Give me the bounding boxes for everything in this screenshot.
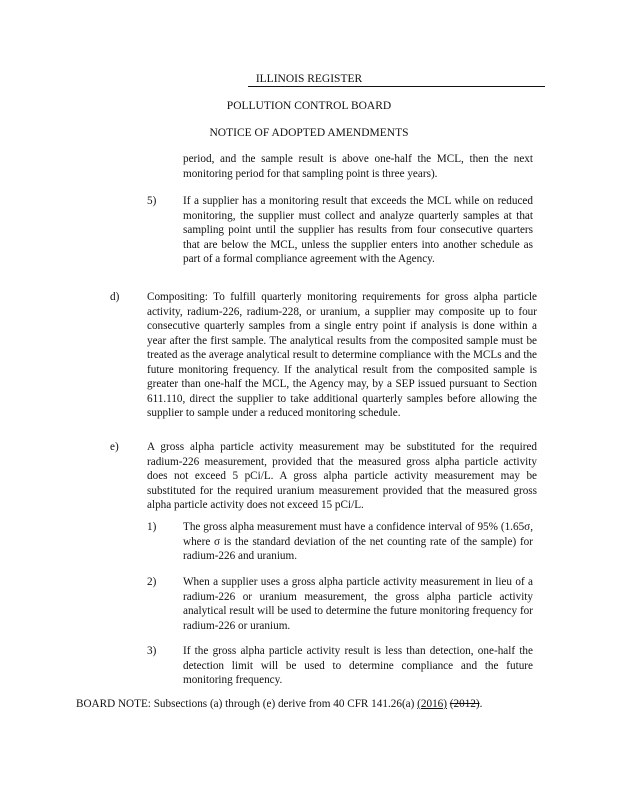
item-e3-label: 3) bbox=[147, 645, 157, 657]
item-e2-label: 2) bbox=[147, 576, 157, 588]
item-5-label: 5) bbox=[147, 195, 157, 207]
board-note-inserted-year: (2016) bbox=[417, 698, 447, 710]
item-d-text: Compositing: To fulfill quarterly monitoring requirements for gross alpha particle activity, radium-226, radium-228, or uranium, a supplier may composite up to four consecutive quarterly samples from a single entry point if analysis is done within a year after the first sample. The analytical results from the composited sample must be treated as the average analytical result to determine compliance with the MCLs and the future monitoring frequency. If the analytical result from the composited sample is greater than one-half the MCL, the Agency may, by a SEP issued pursuant to Section 611.110, direct the supplier to take additional quarterly samples before allowing the supplier to sample under a reduced monitoring schedule. bbox=[147, 291, 537, 419]
item-e2-text: When a supplier uses a gross alpha particle activity measurement in lieu of a radium-226 or uranium measurement, the gross alpha particle activity analytical result will be used to determine the future monitoring frequency for radium-226 or uranium. bbox=[183, 576, 533, 632]
item-e1-text: The gross alpha measurement must have a confidence interval of 95% (1.65σ, where σ is the standard deviation of the net counting rate of the sample) for radium-226 and uranium. bbox=[183, 521, 533, 562]
board-note bbox=[76, 697, 546, 712]
register-title: ILLINOIS REGISTER bbox=[255, 73, 363, 85]
board-note-deleted-year: (2012) bbox=[449, 698, 480, 710]
item-d-label: d) bbox=[110, 291, 120, 303]
item-e3-text: If the gross alpha particle activity result is less than detection, one-half the detection limit will be used to determine compliance and the future monitoring frequency. bbox=[183, 645, 533, 686]
header-rule bbox=[248, 86, 545, 87]
item-e1-label: 1) bbox=[147, 521, 157, 533]
board-name: POLLUTION CONTROL BOARD bbox=[226, 100, 392, 112]
board-note-prefix: BOARD NOTE: Subsections (a) through (e) derive from 40 CFR 141.26(a) bbox=[76, 698, 415, 710]
item-5-text: If a supplier has a monitoring result that exceeds the MCL while on reduced monitoring, the supplier must collect and analyze quarterly samples at that sampling point until the supplier has results from four consecutive quarters that are below the MCL, unless the supplier enters into another schedule as part of a formal compliance agreement with the Agency. bbox=[183, 195, 533, 265]
notice-title: NOTICE OF ADOPTED AMENDMENTS bbox=[209, 127, 409, 139]
board-note-suffix: . bbox=[479, 698, 483, 710]
item-e-label: e) bbox=[110, 441, 119, 453]
item-e-text: A gross alpha particle activity measurement may be substituted for the required radium-226 measurement, provided that the measured gross alpha particle activity does not exceed 5 pCi/L. A gross alpha particle activity measurement may be substituted for the required uranium measurement provided that the measured gross alpha particle activity does not exceed 15 pCi/L. bbox=[147, 441, 537, 511]
continuation-paragraph: period, and the sample result is above one-half the MCL, then the next monitoring period for that sampling point is three years). bbox=[183, 153, 533, 180]
